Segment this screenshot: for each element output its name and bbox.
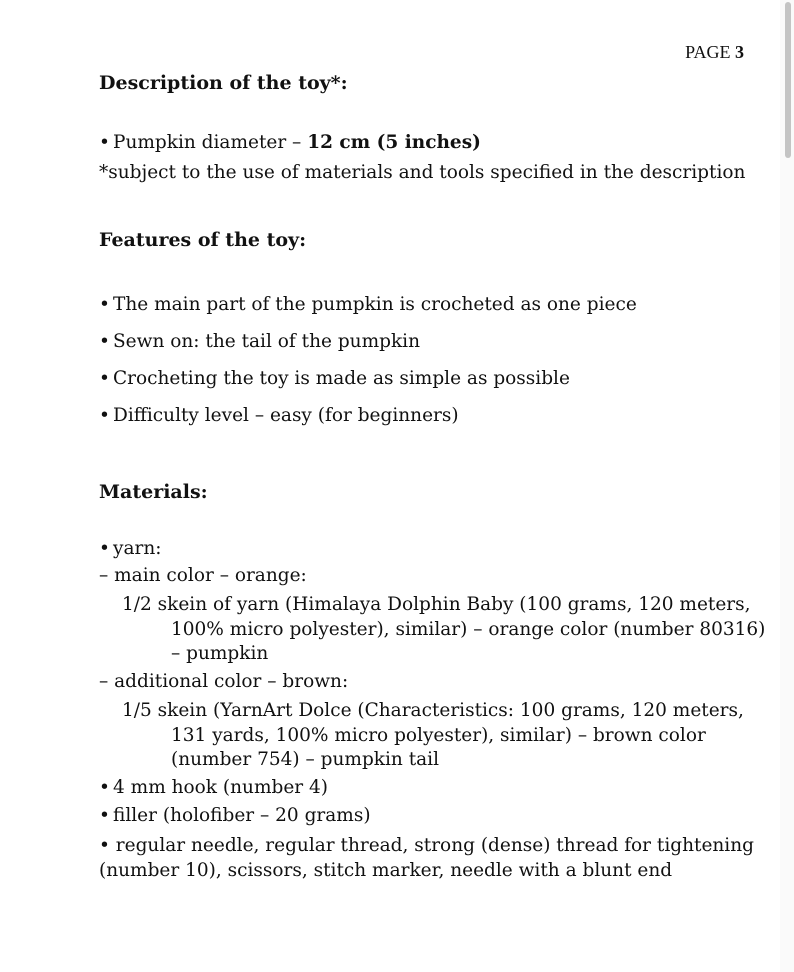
feature-text: Sewn on: the tail of the pumpkin — [113, 331, 421, 352]
description-heading: Description of the toy*: — [99, 72, 348, 94]
feature-item — [99, 292, 637, 317]
feature-text: The main part of the pumpkin is crocheted as one piece — [113, 294, 637, 315]
bullet-icon: • — [99, 132, 110, 153]
yarn-item — [99, 536, 161, 561]
materials-heading: Materials: — [99, 481, 208, 503]
additional-color-line: (number 754) – pumpkin tail — [171, 749, 440, 770]
hook-text: 4 mm hook (number 4) — [113, 777, 328, 798]
yarn-label: yarn: — [113, 538, 162, 559]
main-color-line: 1/2 skein of yarn (Himalaya Dolphin Baby (100 grams, 120 meters, — [122, 594, 751, 615]
diameter-label: Pumpkin diameter – — [113, 132, 302, 153]
bullet-icon: • — [99, 777, 110, 798]
main-color-line: – pumpkin — [171, 643, 269, 664]
page-number-label: PAGE — [685, 42, 731, 62]
tools-line: (number 10), scissors, stitch marker, needle with a blunt end — [99, 860, 673, 881]
bullet-icon: • — [99, 538, 110, 559]
page-number-value: 3 — [735, 42, 744, 62]
main-color-line: 100% micro polyester), similar) – orange color (number 80316) — [171, 619, 766, 640]
description-footnote: *subject to the use of materials and tools specified in the description — [99, 162, 746, 183]
additional-color-line: 131 yards, 100% micro polyester), similar) – brown color — [171, 725, 706, 746]
feature-text: Difficulty level – easy (for beginners) — [113, 405, 459, 426]
bullet-icon: • — [99, 331, 110, 352]
diameter-line — [99, 130, 481, 155]
feature-item — [99, 366, 570, 391]
additional-color-line: 1/5 skein (YarnArt Dolce (Characteristics: 100 grams, 120 meters, — [122, 700, 744, 721]
diameter-value: 12 cm (5 inches) — [307, 132, 481, 153]
bullet-icon: • — [99, 294, 110, 315]
scrollbar-thumb[interactable] — [785, 2, 791, 158]
scrollbar-track[interactable] — [780, 0, 794, 972]
features-heading: Features of the toy: — [99, 229, 307, 251]
bullet-icon: • — [99, 805, 110, 826]
additional-color-label: – additional color – brown: — [99, 671, 349, 692]
filler-text: filler (holofiber – 20 grams) — [113, 805, 371, 826]
feature-item — [99, 329, 420, 354]
bullet-icon: • — [99, 405, 110, 426]
feature-text: Crocheting the toy is made as simple as possible — [113, 368, 570, 389]
page-number — [685, 42, 744, 63]
hook-item — [99, 775, 328, 800]
feature-item — [99, 403, 459, 428]
bullet-icon: • — [99, 368, 110, 389]
main-color-label: – main color – orange: — [99, 565, 307, 586]
filler-item — [99, 803, 371, 828]
tools-line: • regular needle, regular thread, strong (dense) thread for tightening — [99, 835, 754, 856]
